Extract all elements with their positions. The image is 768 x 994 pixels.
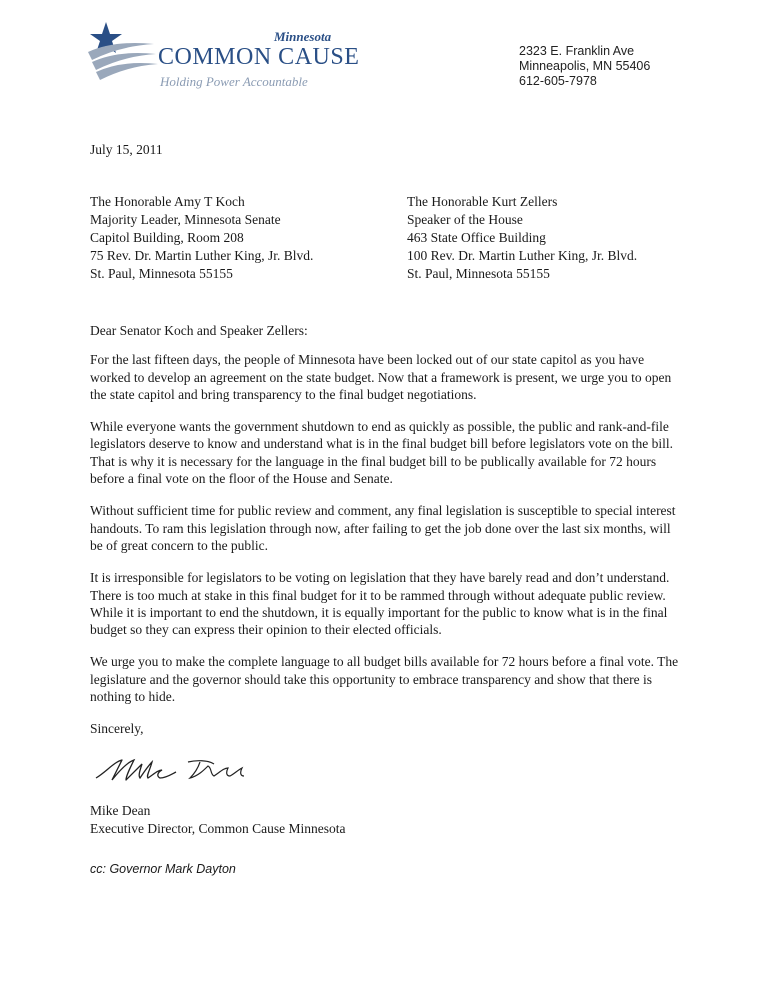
signer-name: Mike Dean (90, 803, 151, 818)
cc-line: cc: Governor Mark Dayton (90, 862, 236, 876)
body-paragraph: It is irresponsible for legislators to be voting on legislation that they have barely read and don’t understand. There is too much at stake in this final budget for it to be rammed through without adequate public review. While it is important to end the shutdown, it is equally important for the public to know what is in the final budget so they can express their opinion to their elected officials. (90, 570, 670, 638)
handwritten-signature (92, 748, 252, 788)
logo-tagline: Holding Power Accountable (160, 74, 308, 89)
recipient-line: Capitol Building, Room 208 (90, 230, 244, 245)
address-city: Minneapolis, MN 55406 (519, 59, 651, 73)
address-street: 2323 E. Franklin Ave (519, 44, 635, 58)
recipient-line: St. Paul, Minnesota 55155 (407, 266, 550, 281)
recipient-koch (90, 193, 313, 283)
letter-date: July 15, 2011 (90, 142, 163, 157)
recipient-zellers (407, 193, 637, 283)
recipient-line: Majority Leader, Minnesota Senate (90, 212, 281, 227)
recipient-line: 100 Rev. Dr. Martin Luther King, Jr. Blvd. (407, 248, 638, 263)
recipient-line: The Honorable Amy T Koch (90, 194, 245, 209)
body-paragraph: Without sufficient time for public review and comment, any final legislation is susceptible to special interest handouts. To ram this legislation through now, after failing to get the job done over the last six months, will be of great concern to the public. (90, 503, 676, 553)
logo-state: Minnesota (274, 29, 332, 44)
recipient-line: The Honorable Kurt Zellers (407, 194, 558, 209)
salutation: Dear Senator Koch and Speaker Zellers: (90, 323, 308, 338)
logo-org-name: COMMON CAUSE (158, 44, 360, 70)
closing: Sincerely, (90, 721, 144, 737)
body-paragraph: We urge you to make the complete language to all budget bills available for 72 hours before a final vote. The legislature and the governor should take this opportunity to embrace transparency and show that there is nothing to hide. (90, 654, 679, 705)
address-phone: 612-605-7978 (519, 74, 597, 88)
letter-body (90, 322, 680, 753)
star-swoosh-icon (84, 18, 162, 82)
recipient-line: 75 Rev. Dr. Martin Luther King, Jr. Blvd. (90, 248, 314, 263)
body-paragraph: While everyone wants the government shutdown to end as quickly as possible, the public and rank-and-file legislators deserve to know and understand what is in the final budget bill before legislators vote on the bill. That is why it is necessary for the language in the final budget bill to be publically available for 72 hours before a final vote on the floor of the House and Senate. (90, 419, 673, 487)
recipient-line: 463 State Office Building (407, 230, 546, 245)
recipient-line: Speaker of the House (407, 212, 523, 227)
sender-address (519, 44, 650, 89)
recipient-line: St. Paul, Minnesota 55155 (90, 266, 233, 281)
signer-title: Executive Director, Common Cause Minnesota (90, 821, 346, 836)
signature-block (90, 802, 346, 838)
letterhead-logo (84, 18, 360, 94)
body-paragraph: For the last fifteen days, the people of Minnesota have been locked out of our state capitol as you have worked to develop an agreement on the state budget. Now that a framework is present, we urge you to open the state capitol and bring transparency to the final budget negotiations. (90, 352, 672, 402)
